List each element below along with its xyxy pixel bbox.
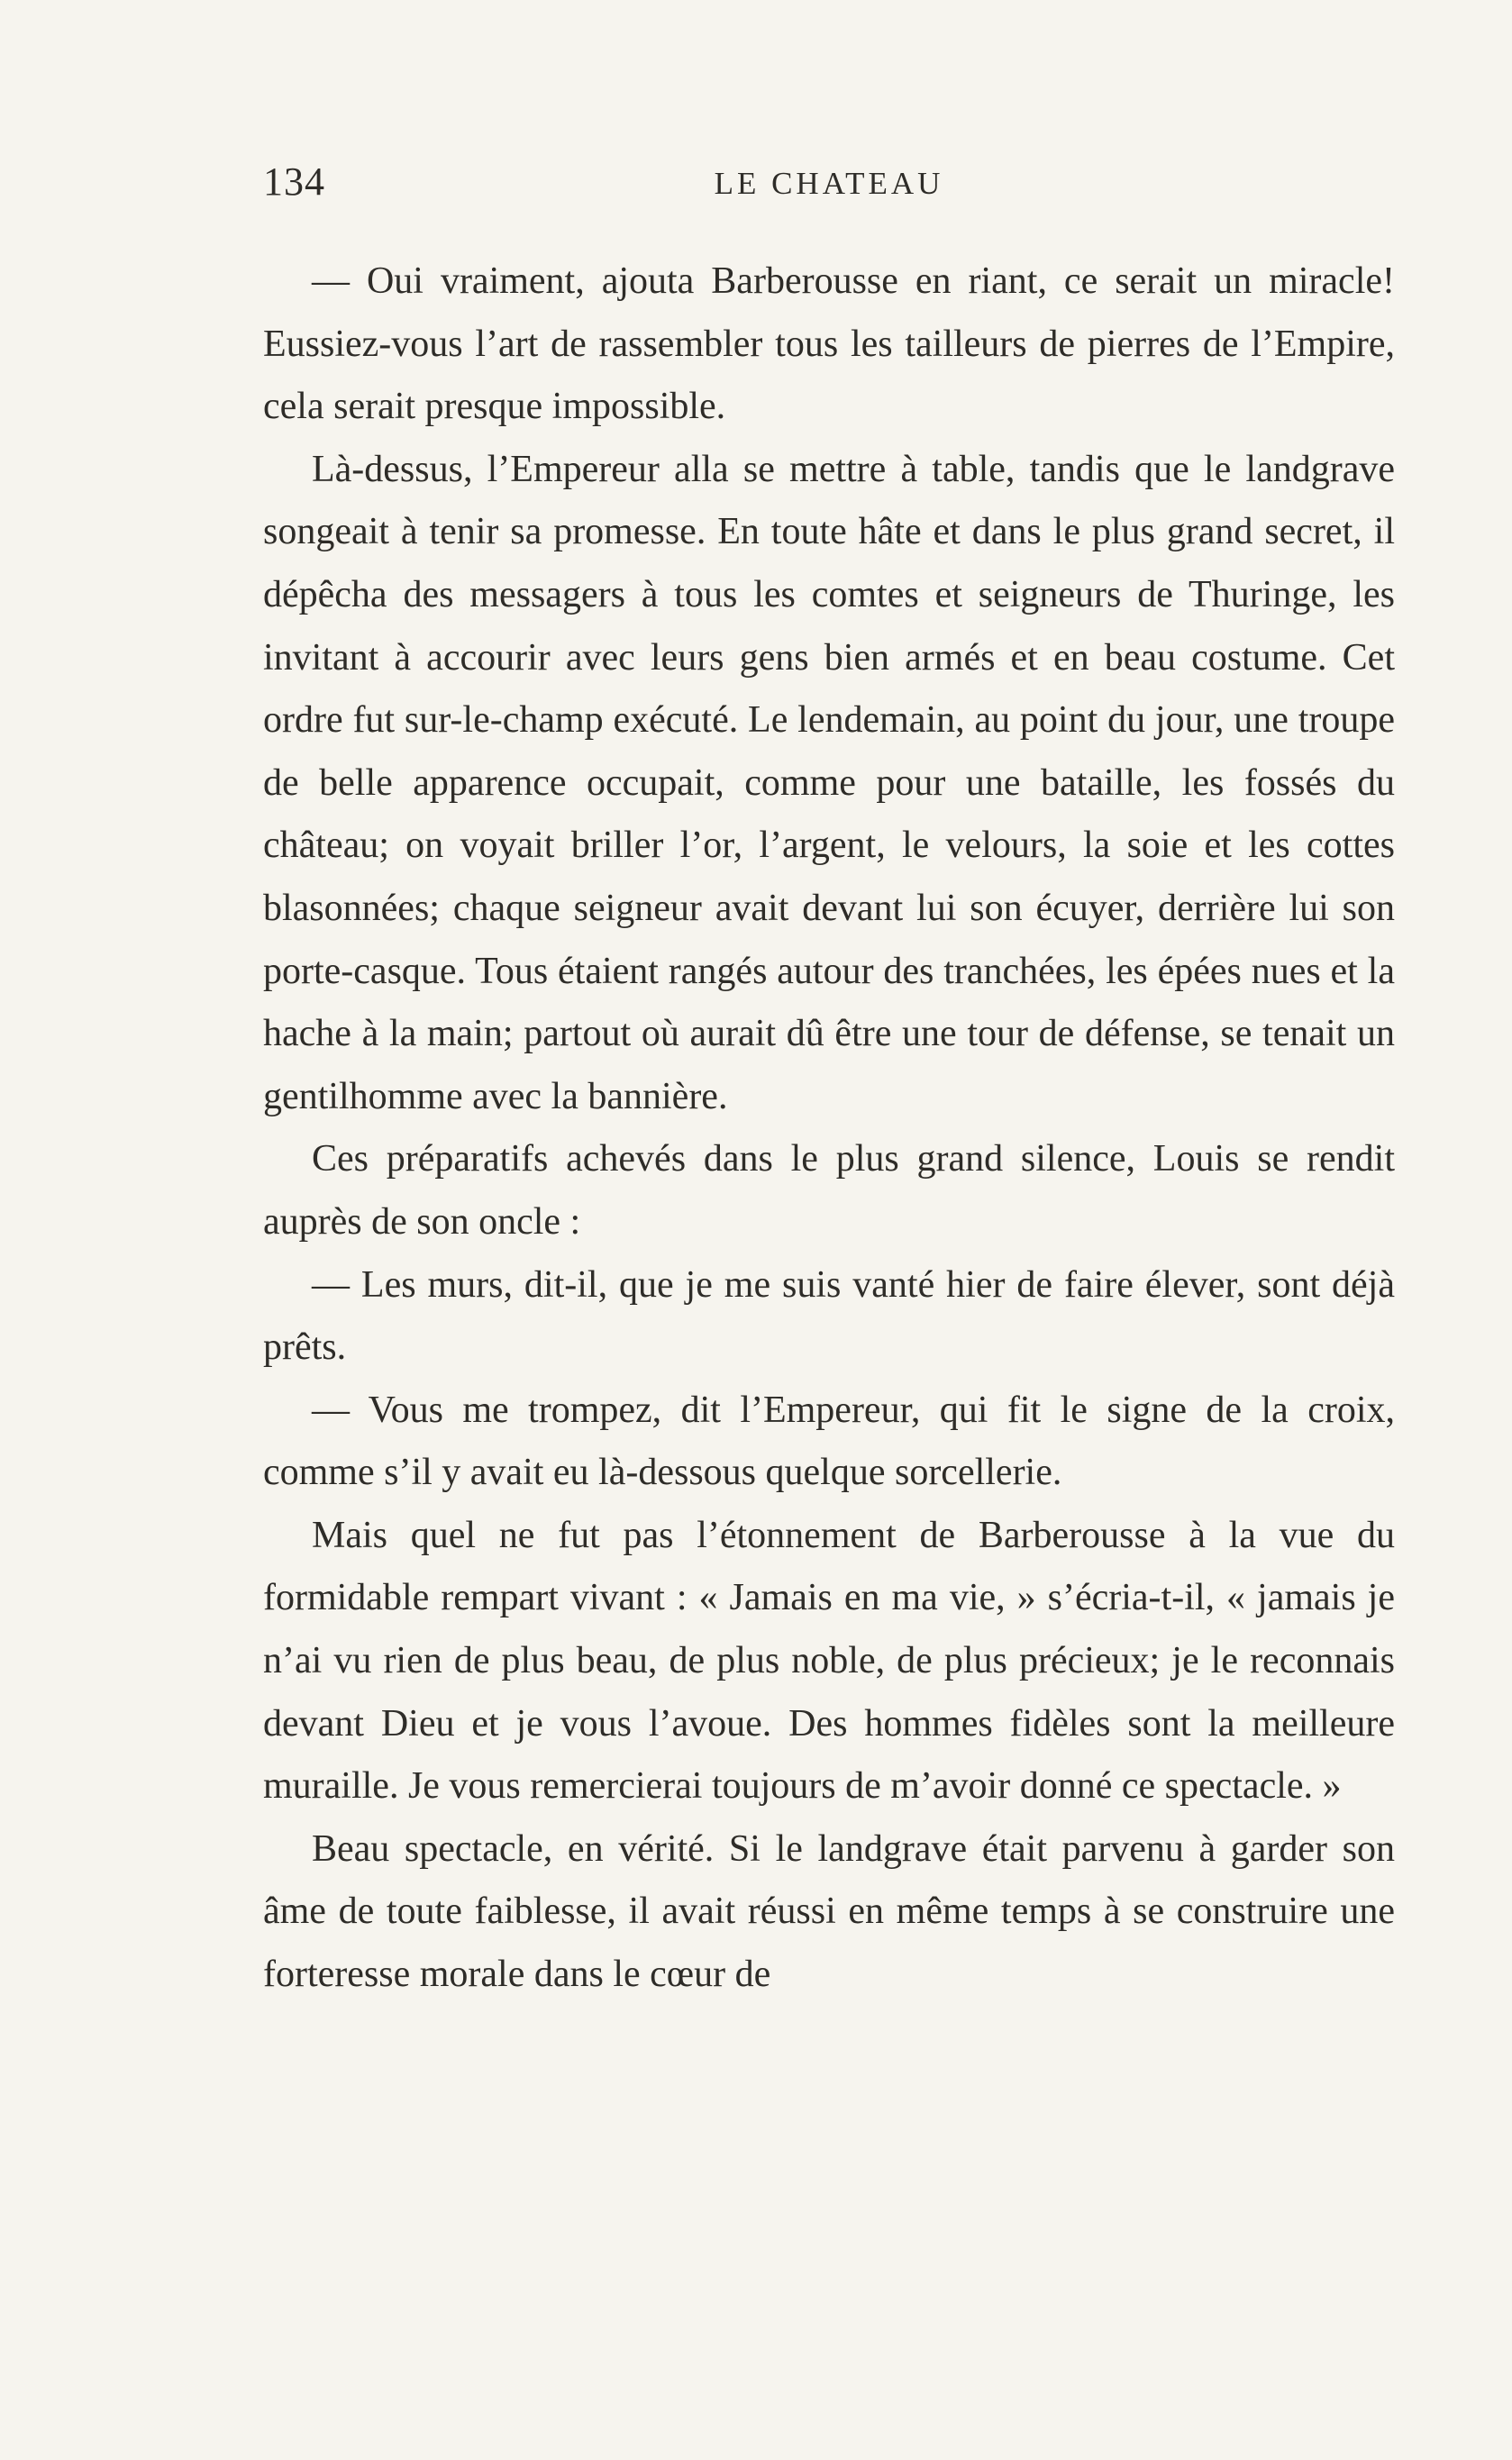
running-title: LE CHATEAU <box>714 166 944 201</box>
page-number: 134 <box>263 159 325 204</box>
paragraph: Là-dessus, l’Empereur alla se mettre à table, tandis que le landgrave songeait à tenir sa promesse. En toute hâte et dans le plus grand secret, il dépêcha des messagers à tous les comtes et seigneurs de Thuringe, les invitant à accourir avec leurs gens bien armés et en beau costume. Cet ordre fut sur-le-champ exécuté. Le lendemain, au point du jour, une troupe de belle apparence occupait, comme pour une bataille, les fossés du château; on voyait briller l’or, l’argent, le velours, la soie et les cottes blasonnées; chaque seigneur avait devant lui son écuyer, derrière lui son porte-casque. Tous étaient rangés autour des tranchées, les épées nues et la hache à la main; partout où aurait dû être une tour de défense, se tenait un gentilhomme avec la bannière. <box>263 448 1395 1117</box>
body-text <box>263 251 1395 2007</box>
paragraph: — Les murs, dit-il, que je me suis vanté hier de faire élever, sont déjà prêts. <box>263 1263 1395 1369</box>
running-header <box>263 155 1395 209</box>
paragraph: Mais quel ne fut pas l’étonnement de Barberousse à la vue du formidable rempart vivant : « Jamais en ma vie, » s’écria-t-il, « jamais je n’ai vu rien de plus beau, de plus noble, de plus précieux; je le reconnais devant Dieu et je vous l’avoue. Des hommes fidèles sont la meilleure muraille. Je vous remercierai toujours de m’avoir donné ce spectacle. » <box>263 1514 1395 1808</box>
paragraph: Beau spectacle, en vérité. Si le landgrave était parvenu à garder son âme de toute faiblesse, il avait réussi en même temps à se construire une forteresse morale dans le cœur de <box>263 1827 1395 1996</box>
paragraph: Ces préparatifs achevés dans le plus grand silence, Louis se rendit auprès de son oncle : <box>263 1138 1395 1243</box>
paragraph: — Oui vraiment, ajouta Barberousse en riant, ce serait un miracle! Eussiez-vous l’art de rassembler tous les tailleurs de pierres de l’Empire, cela serait presque impossible. <box>263 260 1395 428</box>
paragraph: — Vous me trompez, dit l’Empereur, qui fit le signe de la croix, comme s’il y avait eu là-dessous quelque sorcellerie. <box>263 1389 1395 1494</box>
